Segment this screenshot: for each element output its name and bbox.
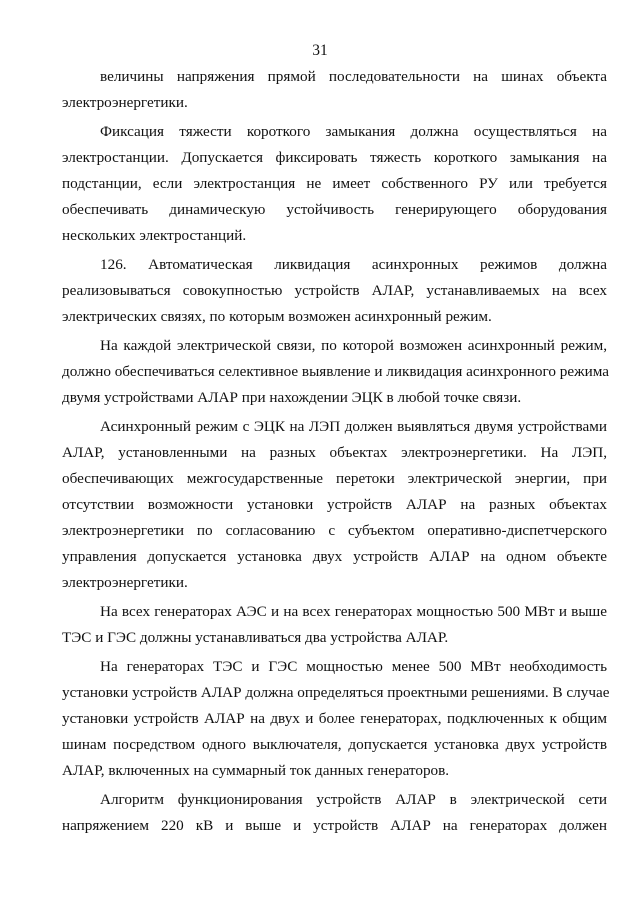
paragraph [62,64,607,116]
text-line: обеспечивающих межгосударственные перетоки электрической энергии, при [62,470,607,487]
text-line: установки устройств АЛАР должна определяться проектными решениями. В случае [62,684,610,701]
document-body [62,64,610,842]
text-line: реализовываться совокупностью устройств АЛАР, устанавливаемых на всех [62,282,607,299]
paragraph [62,414,607,596]
text-line: Алгоритм функционирования устройств АЛАР в электрической сети [100,791,607,808]
text-line: электроэнергетики. [62,574,188,591]
paragraph [62,119,607,249]
text-line: отсутствии возможности установки устройств АЛАР на разных объектах [62,496,607,513]
paragraph [62,654,610,784]
text-line: На всех генераторах АЭС и на всех генераторах мощностью 500 МВт и выше [100,603,607,620]
text-line: электроэнергетики. [62,94,188,111]
text-line: электроэнергетики по согласованию с субъектом оперативно-диспетчерского [62,522,607,539]
text-line: Асинхронный режим с ЭЦК на ЛЭП должен выявляться двумя устройствами [100,418,607,435]
text-line: На генераторах ТЭС и ГЭС мощностью менее 500 МВт необходимость [100,658,607,675]
text-line: шинам посредством одного выключателя, допускается установка двух устройств [62,736,607,753]
text-line: электростанции. Допускается фиксировать тяжесть короткого замыкания на [62,149,607,166]
text-line: АЛАР, включенных на суммарный ток данных генераторов. [62,762,450,779]
page-number: 31 [312,42,328,59]
text-line: электрических связях, по которым возможен асинхронный режим. [62,308,492,325]
text-line: Фиксация тяжести короткого замыкания должна осуществляться на [100,123,607,140]
text-line: На каждой электрической связи, по которой возможен асинхронный режим, [100,337,607,354]
text-line: АЛАР, установленными на разных объектах электроэнергетики. На ЛЭП, [62,444,607,461]
paragraph [62,787,607,839]
text-line: 126. Автоматическая ликвидация асинхронных режимов должна [100,256,607,273]
paragraph [62,333,607,411]
text-line: установки устройств АЛАР на двух и более генераторах, подключенных к общим [62,710,607,727]
text-line: управления допускается установка двух устройств АЛАР на одном объекте [62,548,607,565]
text-line: ТЭС и ГЭС должны устанавливаться два устройства АЛАР. [62,629,449,646]
text-line: нескольких электростанций. [62,227,247,244]
text-line: величины напряжения прямой последовательности на шинах объекта [100,68,607,85]
paragraph [62,599,607,651]
text-line: должно обеспечиваться селективное выявление и ликвидация асинхронного режима [62,363,609,380]
text-line: двумя устройствами АЛАР при нахождении ЭЦК в любой точке связи. [62,389,522,406]
text-line: обеспечивать динамическую устойчивость генерирующего оборудования [62,201,607,218]
paragraph [62,252,607,330]
text-line: напряжением 220 кВ и выше и устройств АЛАР на генераторах должен [62,817,607,834]
text-line: подстанции, если электростанция не имеет собственного РУ или требуется [62,175,607,192]
